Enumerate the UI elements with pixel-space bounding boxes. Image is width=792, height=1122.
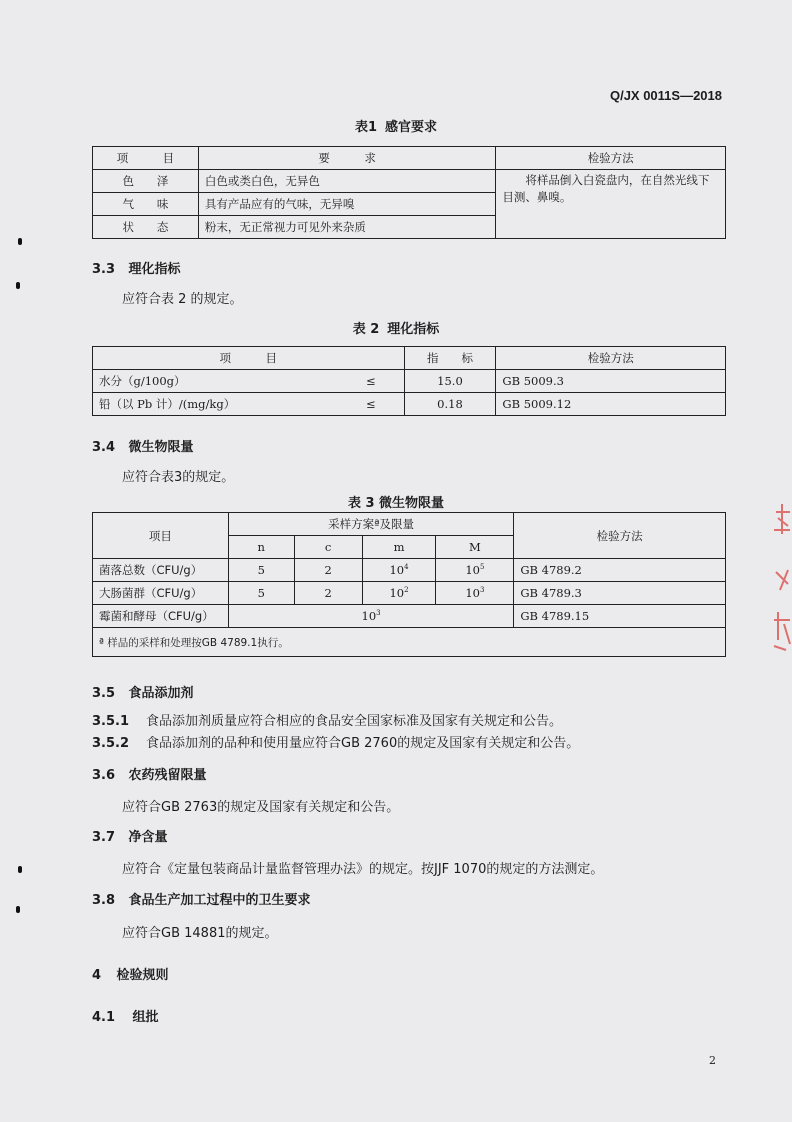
table-cell: 铅（以 Pb 计）/(mg/kg）: [93, 393, 339, 416]
table-cell: 15.0: [404, 370, 496, 393]
table-cell: 状 态: [93, 216, 199, 239]
table-note-row: [93, 628, 726, 657]
binding-hole-mark: [16, 906, 20, 913]
section-number: 3.5: [92, 686, 116, 701]
table2-caption-title: 理化指标: [387, 322, 440, 337]
table-header-row: [93, 513, 726, 536]
clause-text: 食品添加剂质量应符合相应的食品安全国家标准及国家有关规定和公告。: [146, 714, 563, 729]
section-heading: [92, 764, 207, 783]
section-number: 3.3: [92, 262, 116, 277]
table-sensory: [92, 146, 726, 239]
value-exponent: 3: [479, 586, 485, 595]
table-row: [93, 582, 726, 605]
table-cell: [436, 582, 514, 605]
table-cell: GB 4789.2: [514, 559, 726, 582]
table-cell: 水分（g/100g）: [93, 370, 339, 393]
paragraph: 应符合《定量包装商品计量监督管理办法》的规定。按JJF 1070的规定的方法测定。: [122, 862, 604, 877]
table-header-cell: M: [436, 536, 514, 559]
table-header-cell: n: [228, 536, 294, 559]
table-row: [93, 370, 726, 393]
table-header-cell: m: [362, 536, 436, 559]
table-header-row: [93, 347, 726, 370]
table-cell: 大肠菌群（CFU/g）: [93, 582, 229, 605]
table1-caption-title: 感官要求: [385, 120, 438, 135]
paragraph: 应符合表 2 的规定。: [122, 292, 243, 307]
table-row: [93, 559, 726, 582]
value-base: 10: [361, 609, 377, 623]
table-cell: 5: [228, 559, 294, 582]
table-cell: [436, 559, 514, 582]
table-cell: 白色或类白色，无异色: [198, 170, 495, 193]
section-title: 农药残留限量: [128, 768, 207, 783]
table3-caption: 表 3 微生物限量: [347, 496, 445, 511]
section-number: 4.1: [92, 1010, 116, 1025]
table-row: [93, 170, 726, 193]
binding-hole-mark: [16, 282, 20, 289]
paragraph: 应符合GB 14881的规定。: [122, 926, 278, 941]
table-header-cell: c: [294, 536, 362, 559]
binding-hole-mark: [18, 238, 22, 245]
table-header-cell: 检验方法: [496, 147, 726, 170]
value-base: 10: [389, 563, 405, 577]
table-header-cell: 项目: [93, 513, 229, 559]
clause-number: 3.5.1: [92, 714, 130, 729]
table-header-cell: 要 求: [198, 147, 495, 170]
table2-caption-number: 表 2: [352, 322, 380, 337]
table-header-cell: 指 标: [404, 347, 496, 370]
section-heading: [92, 436, 194, 455]
table-cell: 气 味: [93, 193, 199, 216]
paragraph: 应符合GB 2763的规定及国家有关规定和公告。: [122, 800, 400, 815]
clause: [92, 710, 562, 729]
section-title: 检验规则: [116, 968, 169, 983]
section-title: 组批: [132, 1010, 159, 1025]
table-cell: 色 泽: [93, 170, 199, 193]
section-number: 3.7: [92, 830, 116, 845]
section-heading: [92, 1006, 159, 1025]
table-cell-operator: ≤: [338, 393, 404, 416]
value-base: 10: [389, 586, 405, 600]
table-physicochemical: [92, 346, 726, 416]
section-heading: [92, 889, 311, 908]
section-title: 食品添加剂: [128, 686, 194, 701]
page-number: 2: [709, 1054, 716, 1067]
value-exponent: 2: [404, 586, 409, 595]
table-note: ª 样品的采样和处理按GB 4789.1执行。: [93, 628, 726, 657]
binding-hole-mark: [18, 866, 22, 873]
section-heading: [92, 258, 181, 277]
table2-caption: [0, 318, 792, 337]
value-exponent: 3: [376, 609, 381, 618]
section-title: 净含量: [128, 830, 168, 845]
section-title: 微生物限量: [128, 440, 194, 455]
table-cell: GB 4789.15: [514, 605, 726, 628]
table-cell-operator: ≤: [338, 370, 404, 393]
table-row: [93, 393, 726, 416]
table-microbial: [92, 512, 726, 657]
section-heading: [92, 682, 194, 701]
section-title: 食品生产加工过程中的卫生要求: [128, 893, 311, 908]
value-base: 10: [465, 586, 480, 600]
table-cell: 粉末，无正常视力可见外来杂质: [198, 216, 495, 239]
section-heading: [92, 826, 168, 845]
table-cell: 2: [294, 582, 362, 605]
table-header-cell: 检验方法: [496, 347, 726, 370]
table1-caption: [0, 116, 792, 135]
table-cell: [228, 605, 514, 628]
section-number: 4: [92, 968, 102, 983]
clause: [92, 732, 579, 751]
table-cell: GB 5009.3: [496, 370, 726, 393]
table-cell: 具有产品应有的气味，无异嗅: [198, 193, 495, 216]
table-cell: [362, 559, 436, 582]
value-exponent: 5: [479, 563, 485, 572]
table-header-cell: 检验方法: [514, 513, 726, 559]
table-cell: 2: [294, 559, 362, 582]
clause-text: 食品添加剂的品种和使用量应符合GB 2760的规定及国家有关规定和公告。: [146, 736, 580, 751]
paragraph: 应符合表3的规定。: [122, 470, 235, 485]
table-cell: GB 5009.12: [496, 393, 726, 416]
value-base: 10: [465, 563, 480, 577]
table-cell: 5: [228, 582, 294, 605]
table-cell: GB 4789.3: [514, 582, 726, 605]
table-header-cell: 采样方案ª及限量: [228, 513, 514, 536]
document-id: Q/JX 0011S—2018: [609, 88, 722, 103]
section-heading: [92, 964, 169, 983]
clause-number: 3.5.2: [92, 736, 130, 751]
table-header-cell: 项 目: [93, 347, 405, 370]
table-cell-method: 将样品倒入白瓷盘内，在自然光线下目测、鼻嗅。: [496, 170, 726, 239]
table-cell: 霉菌和酵母（CFU/g）: [93, 605, 229, 628]
table-cell: 菌落总数（CFU/g）: [93, 559, 229, 582]
partial-red-seal: [770, 500, 792, 670]
table1-caption-number: 表1: [354, 120, 378, 135]
table-row: [93, 605, 726, 628]
section-number: 3.6: [92, 768, 116, 783]
table-cell: 0.18: [404, 393, 496, 416]
table-cell: [362, 582, 436, 605]
table-header-cell: 项 目: [93, 147, 199, 170]
table-header-row: [93, 147, 726, 170]
section-number: 3.8: [92, 893, 116, 908]
section-title: 理化指标: [128, 262, 181, 277]
value-exponent: 4: [404, 563, 409, 572]
section-number: 3.4: [92, 440, 116, 455]
